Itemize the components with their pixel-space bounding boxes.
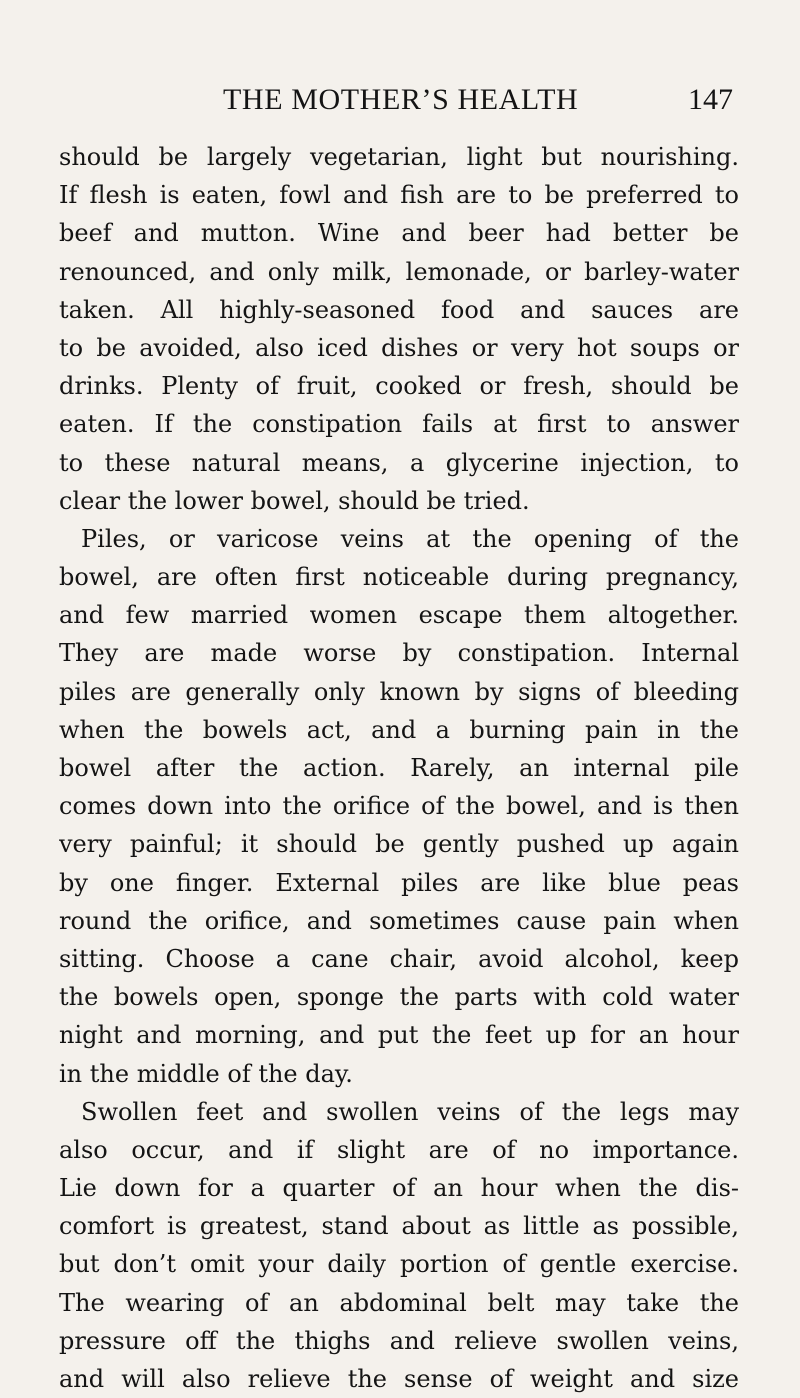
text-line: to be avoided, also iced dishes or very hot soups or bbox=[59, 333, 739, 362]
text-line: Lie down for a quarter of an hour when the dis- bbox=[59, 1174, 739, 1203]
text-line: Swollen feet and swollen veins of the legs may bbox=[81, 1097, 739, 1126]
text-line: very painful; it should be gently pushed up again bbox=[59, 830, 739, 859]
text-line: piles are generally only known by signs of bleeding bbox=[59, 677, 739, 706]
text-line: and few married women escape them altogether. bbox=[59, 601, 739, 630]
text-line: comfort is greatest, stand about as little as possible, bbox=[59, 1212, 739, 1241]
text-line: The wearing of an abdominal belt may take the bbox=[59, 1288, 739, 1317]
text-line: taken. All highly-seasoned food and sauces are bbox=[59, 295, 739, 324]
text-line: night and morning, and put the feet up for an hour bbox=[59, 1021, 739, 1050]
body-text bbox=[59, 138, 739, 1398]
text-line: and will also relieve the sense of weight and size bbox=[59, 1365, 739, 1393]
text-line: should be largely vegetarian, light but nourishing. bbox=[59, 143, 739, 171]
text-line: drinks. Plenty of fruit, cooked or fresh, should be bbox=[59, 372, 739, 401]
text-line: They are made worse by constipation. Internal bbox=[59, 639, 739, 668]
text-line: If flesh is eaten, fowl and fish are to be preferred to bbox=[59, 181, 739, 210]
page-header bbox=[0, 80, 800, 120]
text-line: renounced, and only milk, lemonade, or barley-water bbox=[59, 257, 739, 286]
text-line: to these natural means, a glycerine injection, to bbox=[59, 448, 739, 477]
text-line: comes down into the orifice of the bowel, and is then bbox=[59, 792, 739, 821]
text-line: eaten. If the constipation fails at first to answer bbox=[59, 410, 739, 439]
page-number: 147 bbox=[688, 83, 733, 116]
text-line: when the bowels act, and a burning pain in the bbox=[59, 715, 739, 744]
text-line: also occur, and if slight are of no importance. bbox=[59, 1135, 739, 1164]
text-line: round the orifice, and sometimes cause pain when bbox=[59, 906, 739, 935]
running-title: THE MOTHER’S HEALTH bbox=[223, 83, 579, 116]
text-line: clear the lower bowel, should be tried. bbox=[59, 486, 530, 515]
text-line: in the middle of the day. bbox=[59, 1059, 353, 1088]
text-line: bowel after the action. Rarely, an internal pile bbox=[59, 754, 739, 782]
text-line: pressure off the thighs and relieve swollen veins, bbox=[59, 1326, 739, 1355]
text-line: bowel, are often first noticeable during pregnancy, bbox=[59, 563, 739, 592]
text-line: sitting. Choose a cane chair, avoid alcohol, keep bbox=[59, 944, 739, 973]
text-line: beef and mutton. Wine and beer had better be bbox=[59, 219, 739, 248]
text-line: the bowels open, sponge the parts with cold water bbox=[59, 983, 739, 1012]
text-line: by one finger. External piles are like blue peas bbox=[59, 868, 739, 897]
text-line: Piles, or varicose veins at the opening of the bbox=[81, 524, 739, 553]
text-line: but don’t omit your daily portion of gentle exercise. bbox=[59, 1250, 739, 1279]
